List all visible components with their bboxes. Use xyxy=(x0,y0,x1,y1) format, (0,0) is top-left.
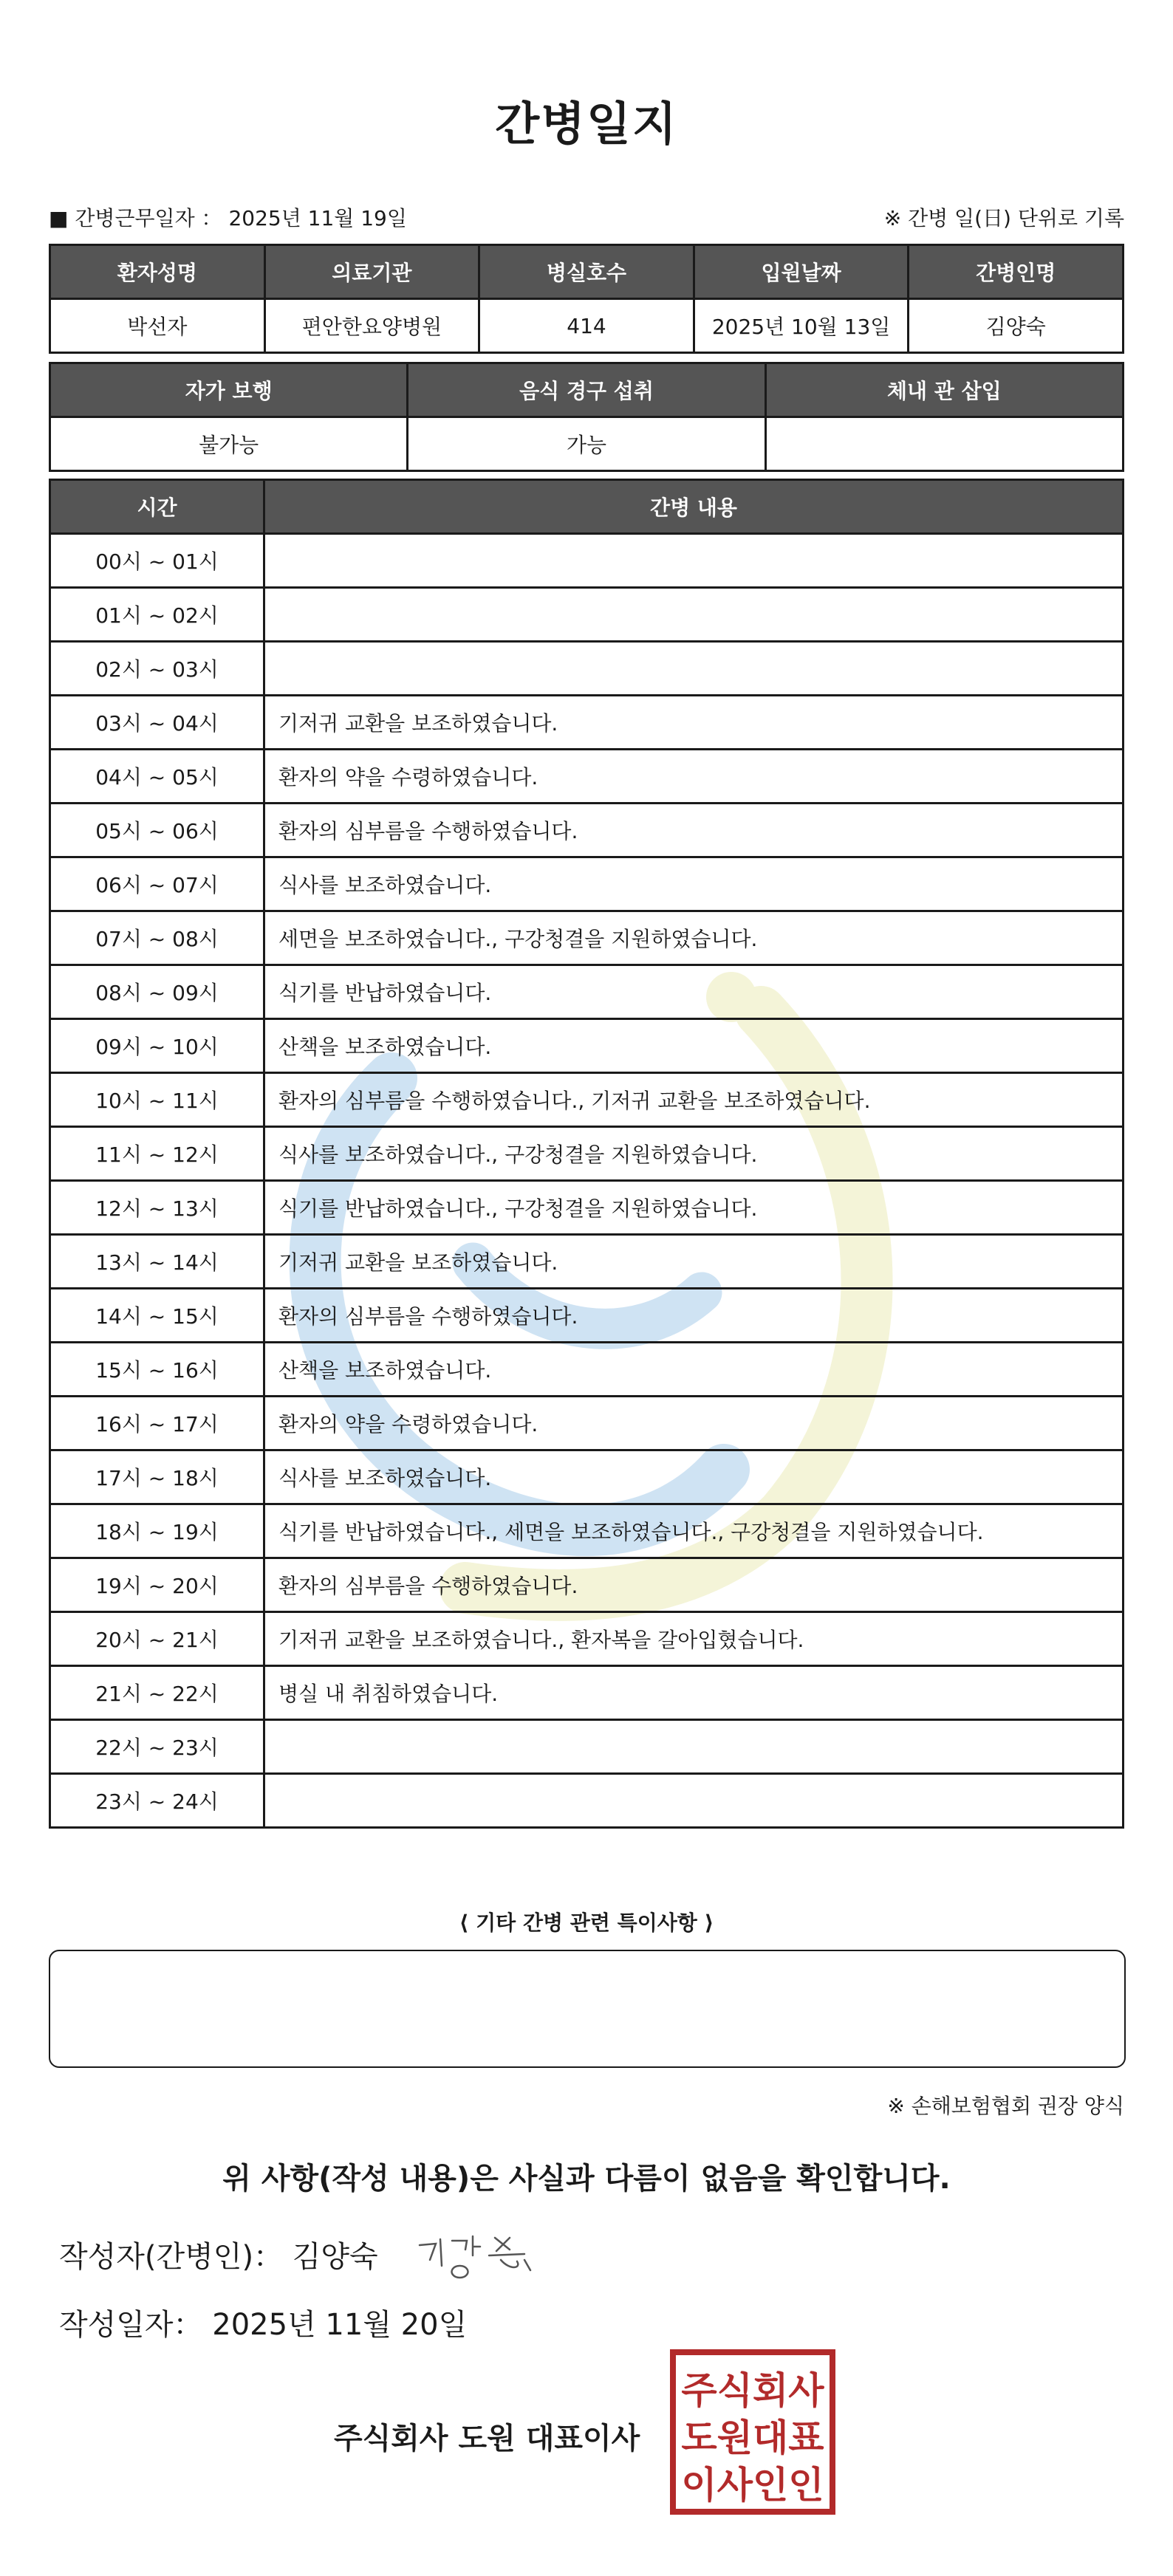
table-row xyxy=(50,696,1124,750)
table-row xyxy=(50,911,1124,965)
signer-line: 작성자(간병인)： 김양숙 xyxy=(59,2240,378,2274)
table-row xyxy=(50,1774,1124,1828)
content-cell: 식기를 반납하였습니다. xyxy=(264,965,1124,1019)
table-row xyxy=(50,1612,1124,1666)
time-cell: 13시 ~ 14시 xyxy=(50,1235,264,1289)
table-row xyxy=(50,1073,1124,1127)
table-row xyxy=(50,534,1124,588)
table-row xyxy=(50,588,1124,642)
time-cell: 16시 ~ 17시 xyxy=(50,1397,264,1450)
table-row xyxy=(50,1289,1124,1343)
patient-condition-table xyxy=(49,362,1124,472)
notes-box xyxy=(49,1950,1126,2068)
time-cell: 07시 ~ 08시 xyxy=(50,911,264,965)
content-cell xyxy=(264,1720,1124,1774)
header-tube-insertion: 체내 관 삽입 xyxy=(765,363,1123,417)
time-cell: 20시 ~ 21시 xyxy=(50,1612,264,1666)
time-cell: 04시 ~ 05시 xyxy=(50,750,264,804)
page-title: 간병일지 xyxy=(495,97,678,151)
time-cell: 01시 ~ 02시 xyxy=(50,588,264,642)
table-row xyxy=(50,804,1124,857)
notes-title: ⟨ 기타 간병 관련 특이사항 ⟩ xyxy=(459,1911,714,1935)
content-cell: 산책을 보조하였습니다. xyxy=(264,1343,1124,1397)
company-representative: 주식회사 도원 대표이사 xyxy=(334,2422,640,2456)
header-self-walking: 자가 보행 xyxy=(50,363,408,417)
patient-info-table xyxy=(49,244,1124,354)
content-cell: 기저귀 교환을 보조하였습니다. xyxy=(264,1235,1124,1289)
table-row xyxy=(50,642,1124,696)
hospital-name: 편안한요양병원 xyxy=(264,299,479,353)
admission-date: 2025년 10월 13일 xyxy=(694,299,909,353)
content-cell: 환자의 심부름을 수행하였습니다., 기저귀 교환을 보조하였습니다. xyxy=(264,1073,1124,1127)
table-row xyxy=(50,1720,1124,1774)
table-row xyxy=(50,1235,1124,1289)
content-cell: 세면을 보조하였습니다., 구강청결을 지원하였습니다. xyxy=(264,911,1124,965)
content-cell: 식사를 보조하였습니다. xyxy=(264,1450,1124,1504)
work-date: ■ 간병근무일자 ： 2025년 11월 19일 xyxy=(49,206,407,230)
table-row xyxy=(50,857,1124,911)
time-cell: 12시 ~ 13시 xyxy=(50,1181,264,1235)
table-row xyxy=(50,1127,1124,1181)
content-cell: 환자의 심부름을 수행하였습니다. xyxy=(264,804,1124,857)
form-source-note: ※ 손해보험협회 권장 양식 xyxy=(887,2094,1124,2118)
content-cell: 식사를 보조하였습니다., 구강청결을 지원하였습니다. xyxy=(264,1127,1124,1181)
caregiver-name: 김양숙 xyxy=(909,299,1124,353)
time-cell: 22시 ~ 23시 xyxy=(50,1720,264,1774)
time-cell: 09시 ~ 10시 xyxy=(50,1019,264,1073)
header-oral-intake: 음식 경구 섭취 xyxy=(408,363,765,417)
header-caregiver-name: 간병인명 xyxy=(909,245,1124,299)
table-row xyxy=(50,1666,1124,1720)
table-row xyxy=(50,1397,1124,1450)
table-row xyxy=(50,965,1124,1019)
content-cell xyxy=(264,534,1124,588)
time-cell: 19시 ~ 20시 xyxy=(50,1558,264,1612)
content-cell: 환자의 약을 수령하였습니다. xyxy=(264,750,1124,804)
time-cell: 23시 ~ 24시 xyxy=(50,1774,264,1828)
table-row xyxy=(50,1181,1124,1235)
seal-line-1: 주식회사 xyxy=(681,2369,824,2412)
time-cell: 02시 ~ 03시 xyxy=(50,642,264,696)
tube-insertion-value xyxy=(765,417,1123,471)
seal-line-2: 도원대표 xyxy=(681,2416,824,2459)
content-cell: 기저귀 교환을 보조하였습니다. xyxy=(264,696,1124,750)
handwritten-signature xyxy=(414,2223,539,2282)
content-cell: 식기를 반납하였습니다., 구강청결을 지원하였습니다. xyxy=(264,1181,1124,1235)
time-cell: 14시 ~ 15시 xyxy=(50,1289,264,1343)
time-cell: 15시 ~ 16시 xyxy=(50,1343,264,1397)
table-row xyxy=(50,1504,1124,1558)
company-seal-stamp xyxy=(669,2349,836,2515)
content-cell: 환자의 약을 수령하였습니다. xyxy=(264,1397,1124,1450)
room-number: 414 xyxy=(479,299,694,353)
content-cell xyxy=(264,1774,1124,1828)
time-cell: 08시 ~ 09시 xyxy=(50,965,264,1019)
header-care-content: 간병 내용 xyxy=(264,480,1124,534)
patient-name: 박선자 xyxy=(50,299,265,353)
time-cell: 11시 ~ 12시 xyxy=(50,1127,264,1181)
table-row xyxy=(50,750,1124,804)
confirmation-statement: 위 사항(작성 내용)은 사실과 다름이 없음을 확인합니다. xyxy=(222,2162,951,2196)
content-cell: 환자의 심부름을 수행하였습니다. xyxy=(264,1289,1124,1343)
content-cell: 환자의 심부름을 수행하였습니다. xyxy=(264,1558,1124,1612)
table-row xyxy=(50,1558,1124,1612)
header-patient-name: 환자성명 xyxy=(50,245,265,299)
time-cell: 18시 ~ 19시 xyxy=(50,1504,264,1558)
time-cell: 10시 ~ 11시 xyxy=(50,1073,264,1127)
content-cell xyxy=(264,642,1124,696)
content-cell: 식기를 반납하였습니다., 세면을 보조하였습니다., 구강청결을 지원하였습니다. xyxy=(264,1504,1124,1558)
header-hospital: 의료기관 xyxy=(264,245,479,299)
table-row xyxy=(50,1450,1124,1504)
written-date: 작성일자： 2025년 11월 20일 xyxy=(59,2308,468,2342)
content-cell: 병실 내 취침하였습니다. xyxy=(264,1666,1124,1720)
seal-line-3: 이사인인 xyxy=(681,2464,824,2507)
content-cell xyxy=(264,588,1124,642)
care-log-table xyxy=(49,479,1124,1829)
time-cell: 06시 ~ 07시 xyxy=(50,857,264,911)
header-admission-date: 입원날짜 xyxy=(694,245,909,299)
time-cell: 03시 ~ 04시 xyxy=(50,696,264,750)
time-cell: 21시 ~ 22시 xyxy=(50,1666,264,1720)
content-cell: 식사를 보조하였습니다. xyxy=(264,857,1124,911)
table-row xyxy=(50,1343,1124,1397)
time-cell: 05시 ~ 06시 xyxy=(50,804,264,857)
oral-intake-value: 가능 xyxy=(408,417,765,471)
self-walking-value: 불가능 xyxy=(50,417,408,471)
content-cell: 산책을 보조하였습니다. xyxy=(264,1019,1124,1073)
time-cell: 17시 ~ 18시 xyxy=(50,1450,264,1504)
header-room: 병실호수 xyxy=(479,245,694,299)
record-note: ※ 간병 일(日) 단위로 기록 xyxy=(883,206,1124,230)
time-cell: 00시 ~ 01시 xyxy=(50,534,264,588)
table-row xyxy=(50,1019,1124,1073)
content-cell: 기저귀 교환을 보조하였습니다., 환자복을 갈아입혔습니다. xyxy=(264,1612,1124,1666)
header-time: 시간 xyxy=(50,480,264,534)
